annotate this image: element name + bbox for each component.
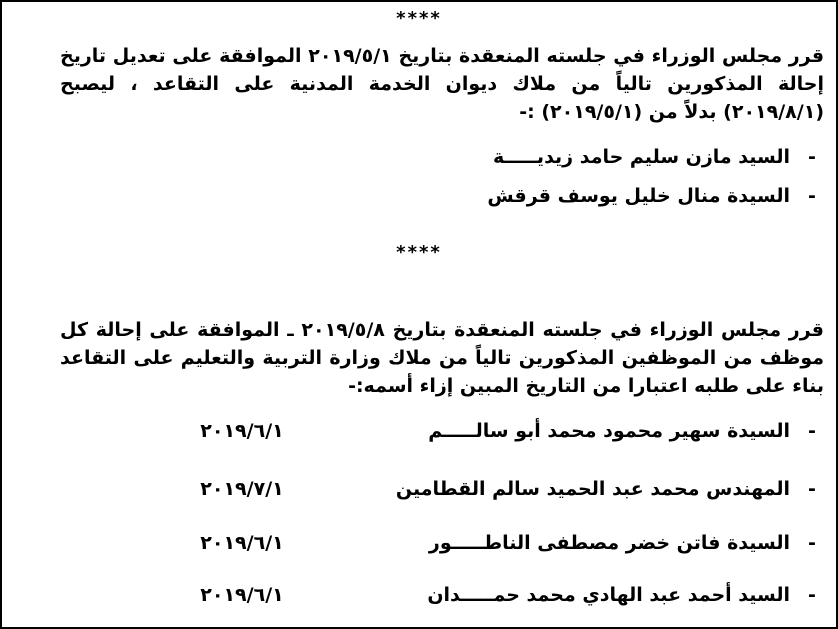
section2-list-item [427, 582, 822, 608]
list-dash: - [808, 584, 816, 606]
person-name: المهندس محمد عبد الحميد سالم القطامين [395, 478, 790, 500]
separator-top: **** [396, 8, 442, 29]
retirement-date: ٢٠١٩/٧/١ [200, 478, 284, 500]
person-name: السيدة فاتن خضر مصطفى الناطـــــور [428, 532, 790, 554]
person-name: السيد مازن سليم حامد زيديـــــة [492, 146, 790, 168]
list-dash: - [808, 478, 816, 500]
person-name: السيدة سهير محمود محمد أبو سالـــــم [428, 420, 790, 442]
list-dash: - [808, 146, 816, 168]
list-dash: - [808, 185, 816, 207]
section1-paragraph: قرر مجلس الوزراء في جلسته المنعقدة بتاريخ ٢٠١٩/٥/١ الموافقة على تعديل تاريخ إحالة المذكورين تالياً من ملاك ديوان الخدمة المدنية على التقاعد ، ليصبح (٢٠١٩/٨/١) بدلاً من (٢٠١٩/٥/١) :- [60, 45, 825, 123]
section1-list-item [487, 183, 822, 209]
retirement-date: ٢٠١٩/٦/١ [200, 584, 284, 606]
retirement-date: ٢٠١٩/٦/١ [200, 532, 284, 554]
section2-paragraph: قرر مجلس الوزراء في جلسته المنعقدة بتاريخ ٢٠١٩/٥/٨ ـ الموافقة على إحالة كل موظف من الموظفين المذكورين تالياً من ملاك وزارة التربية والتعليم على التقاعد بناء على طلبه اعتبارا من التاريخ المبين إزاء أسمه:- [60, 319, 824, 397]
separator-middle: **** [396, 242, 442, 263]
list-dash: - [808, 420, 816, 442]
person-name: السيدة منال خليل يوسف قرقش [487, 185, 790, 207]
list-dash: - [808, 532, 816, 554]
person-name: السيد أحمد عبد الهادي محمد حمـــــدان [427, 584, 790, 606]
section2-list-item [429, 530, 822, 556]
section1-list-item [493, 144, 822, 170]
section2-list-item [396, 476, 822, 502]
section2-list-item [428, 418, 822, 444]
retirement-date: ٢٠١٩/٦/١ [200, 420, 284, 442]
